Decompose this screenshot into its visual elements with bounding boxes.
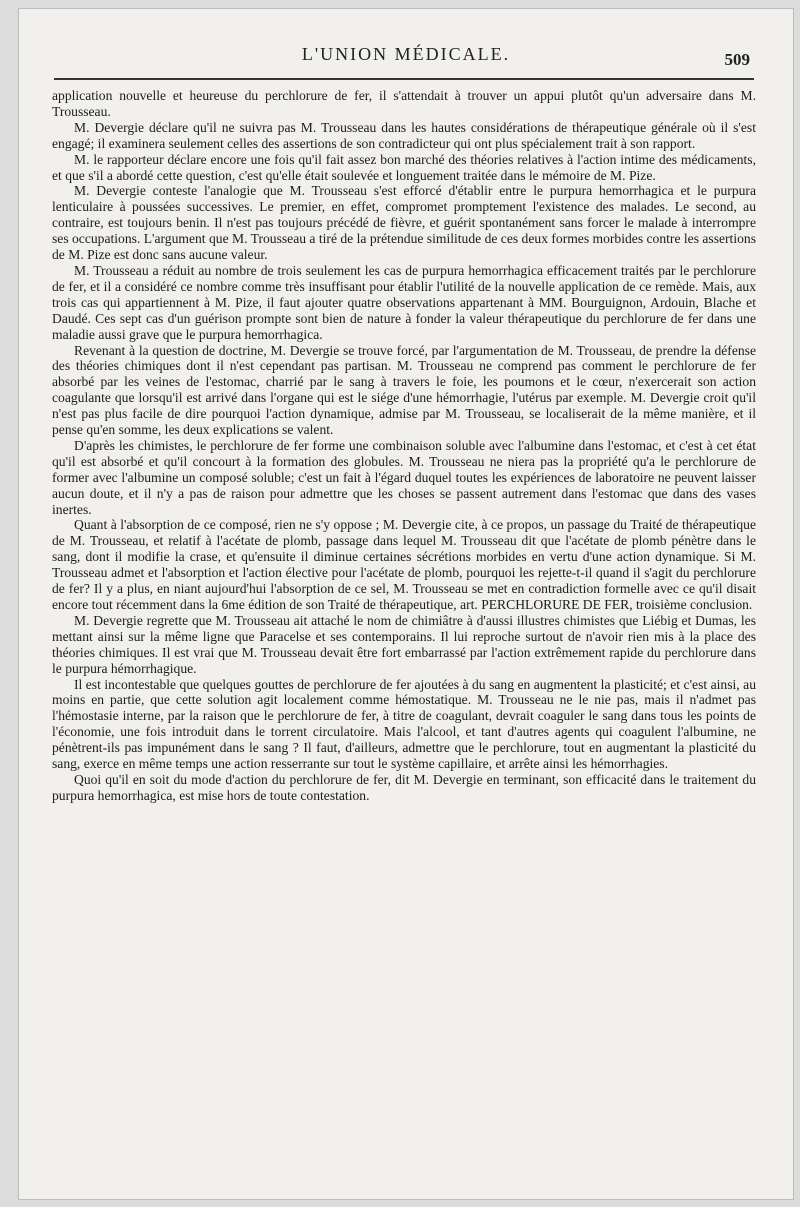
paragraph: M. le rapporteur déclare encore une fois qu'il fait assez bon marché des théories relatives à l'action intime des médicaments, et que s'il a abordé cette question, c'est qu'elle était soulevée et longuement traitée dans le mémoire de M. Pize. — [52, 151, 756, 183]
header-rule — [54, 78, 754, 80]
document-page — [18, 8, 794, 1200]
paragraph: Quant à l'absorption de ce composé, rien ne s'y oppose ; M. Devergie cite, à ce propos, un passage du Traité de thérapeutique de M. Trousseau, et relatif à l'acétate de plomb, passage dans lequel M. Trousseau dit que l'acétate de plomb pénètre dans le sang, dont il modifie la crase, et qu'ensuite il diminue certaines sécrétions morbides en vertu d'une action dynamique. Si M. Trousseau admet et l'absorption et l'action élective pour l'acétate de plomb, pourquoi les rejette-t-il quand il s'agit du perchlorure de fer? Il y a plus, en niant aujourd'hui l'absorption de ce sel, M. Trousseau se met en contradiction formelle avec ce qu'il disait encore tout récemment dans la 6me édition de son Traité de thérapeutique, art. PERCHLORURE DE FER, troisième conclusion. — [52, 517, 756, 612]
paragraph: M. Devergie conteste l'analogie que M. Trousseau s'est efforcé d'établir entre le purpura hemorrhagica et le purpura lenticulaire à poussées successives. Le premier, en effet, compromet promptement l'existence des malades. Le second, au contraire, est toujours benin. Il n'est pas toujours précédé de fièvre, et guérit spontanément sans forcer le malade à interrompre ses occupations. L'argument que M. Trousseau a tiré de la prétendue similitude de ces deux formes morbides contre les assertions de M. Pize est donc sans aucune valeur. — [52, 183, 756, 263]
running-title: L'UNION MÉDICALE. — [301, 44, 511, 64]
paragraph: M. Devergie déclare qu'il ne suivra pas M. Trousseau dans les hautes considérations de thérapeutique générale où il s'est engagé; il examinera seulement celles des assertions de son contradicteur qui ont plus spécialement trait à son rapport. — [52, 119, 756, 151]
paragraph: D'après les chimistes, le perchlorure de fer forme une combinaison soluble avec l'albumine dans l'estomac, et c'est à cet état qu'il est absorbé et qu'il concourt à la formation des globules. M. Trousseau ne niera pas la propriété qu'a le perchlorure de former avec l'albumine un composé soluble; c'est un fait à l'égard duquel toutes les expériences de laboratoire ne peuvent laisser aucun doute, et il n'y a pas de raison pour admettre que les choses se passent autrement dans l'estomac que dans des vases inertes. — [52, 437, 756, 517]
page-header — [18, 40, 794, 80]
paragraph: application nouvelle et heureuse du perchlorure de fer, il s'attendait à trouver un appui plutôt qu'un adversaire dans M. Trousseau. — [52, 88, 756, 119]
article-body — [52, 88, 756, 804]
paragraph: Revenant à la question de doctrine, M. Devergie se trouve forcé, par l'argumentation de M. Trousseau, de prendre la défense des théories chimiques dont il n'est cependant pas partisan. M. Trousseau ne comprend pas comment le perchlorure de fer absorbé par les veines de l'estomac, charrié par le sang à travers le foie, les poumons et le cœur, n'exercerait son action coagulante que lorsqu'il est arrivé dans l'organe qui est le siége d'une hémorrhagie, l'utérus par exemple. M. Devergie croit qu'il n'est pas plus facile de dire pourquoi l'action dynamique, admise par M. Trousseau, se localiserait de la même manière, et il pense qu'en somme, les deux explications se valent. — [52, 342, 756, 438]
paragraph: Il est incontestable que quelques gouttes de perchlorure de fer ajoutées à du sang en augmentent la plasticité; et c'est ainsi, au moins en partie, que cette solution agit localement comme hémostatique. M. Trousseau ne le nie pas, mais il n'admet pas l'hémostasie interne, par la raison que le perchlorure de fer, à titre de coagulant, devrait coaguler le sang dans tous les points de l'économie, une fois introduit dans le torrent circulatoire. Mais l'alcool, et tant d'autres agents qui coagulent l'albumine, ne pénètrent-ils pas impunément dans le sang ? Il faut, d'ailleurs, admettre que le perchlorure, tout en augmentant la plasticité du sang, exerce en même temps une action resserrante sur tout le système capillaire, et arrête ainsi les hémorrhagies. — [52, 676, 756, 772]
paragraph: M. Devergie regrette que M. Trousseau ait attaché le nom de chimiâtre à d'aussi illustres chimistes que Liébig et Dumas, les mettant ainsi sur la même ligne que Paracelse et ses contemporains. Il lui reproche surtout de n'avoir rien mis à la place des théories chimiques. Il est vrai que M. Trousseau devait être fort embarrassé par l'action extrêmement rapide du perchlorure dans le purpura hémorrhagique. — [52, 612, 756, 676]
paragraph: Quoi qu'il en soit du mode d'action du perchlorure de fer, dit M. Devergie en terminant, son efficacité dans le traitement du purpura hemorrhagica, est mise hors de toute contestation. — [52, 771, 756, 803]
paragraph: M. Trousseau a réduit au nombre de trois seulement les cas de purpura hemorrhagica efficacement traités par le perchlorure de fer, et il a considéré ce nombre comme très insuffisant pour établir l'utilité de la nouvelle application de ce remède. Mais, aux trois cas qui appartiennent à M. Pize, il faut ajouter quatre observations appartenant à MM. Bourguignon, Ardouin, Blache et Daudé. Ces sept cas d'un guérison prompte sont bien de nature à fonder la valeur thérapeutique du perchlorure de fer dans une maladie aussi grave que le purpura hemorrhagica. — [52, 262, 756, 342]
page-number: 509 — [724, 50, 750, 69]
